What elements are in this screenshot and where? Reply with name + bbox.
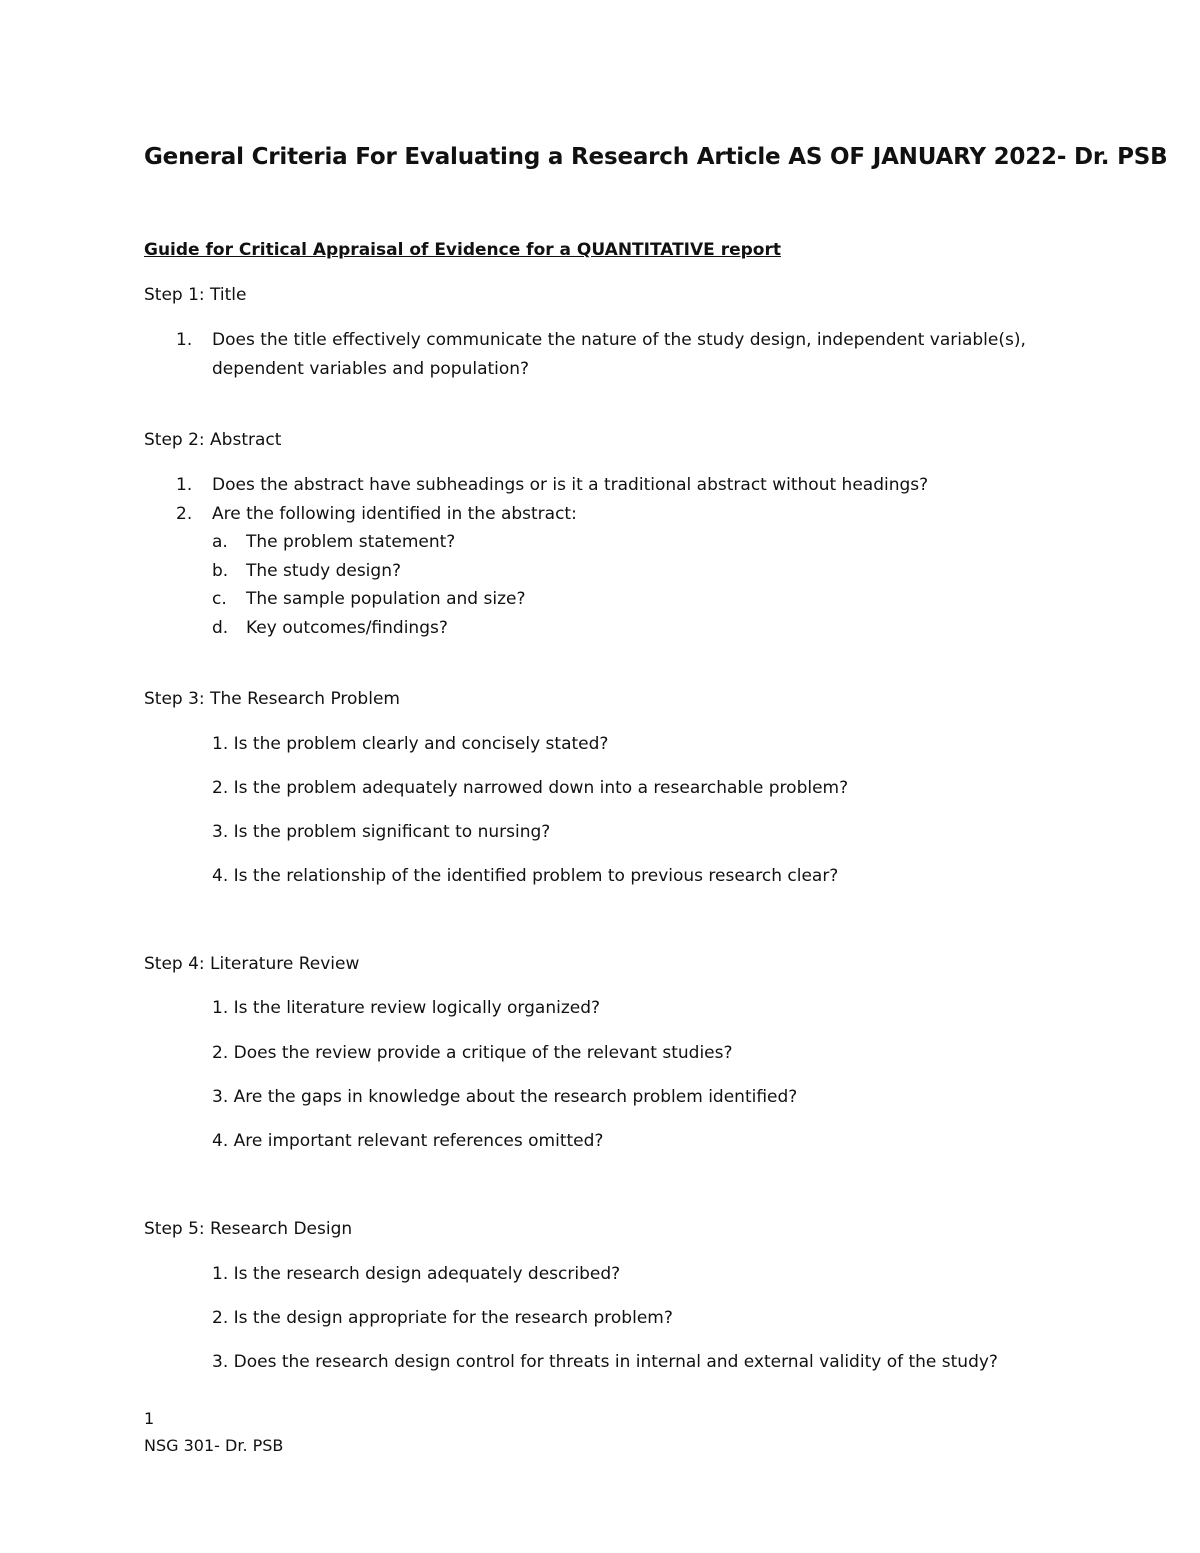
page-number: 1	[144, 1409, 155, 1428]
step3-item-4: 4. Is the relationship of the identified problem to previous research clear?	[212, 866, 839, 886]
step1-heading: Step 1: Title	[144, 285, 247, 305]
step5-item-3: 3. Does the research design control for threats in internal and external validity of the study?	[212, 1352, 998, 1372]
step1-item-1-continued: dependent variables and population?	[212, 359, 530, 379]
step4-item-4: 4. Are important relevant references omitted?	[212, 1131, 604, 1151]
step4-item-1: 1. Is the literature review logically organized?	[212, 998, 601, 1018]
step3-item-2: 2. Is the problem adequately narrowed down into a researchable problem?	[212, 778, 849, 798]
document-title: General Criteria For Evaluating a Research Article AS OF JANUARY 2022- Dr. PSB	[144, 144, 1168, 170]
step2-subitem-a-letter: a.	[212, 532, 228, 552]
footer-course: NSG 301- Dr. PSB	[144, 1436, 284, 1455]
step2-item-1-text: Does the abstract have subheadings or is it a traditional abstract without headings?	[212, 475, 929, 495]
step2-item-1-number: 1.	[176, 475, 193, 495]
step1-item-1-number: 1.	[176, 330, 193, 350]
step5-item-2: 2. Is the design appropriate for the research problem?	[212, 1308, 673, 1328]
step2-subitem-b-letter: b.	[212, 561, 229, 581]
step2-subitem-b-text: The study design?	[246, 561, 401, 581]
step1-item-1-text: Does the title effectively communicate the nature of the study design, independent variable(s),	[212, 330, 1026, 350]
document-subtitle: Guide for Critical Appraisal of Evidence for a QUANTITATIVE report	[144, 240, 781, 260]
step5-heading: Step 5: Research Design	[144, 1219, 353, 1239]
step2-subitem-c-letter: c.	[212, 589, 227, 609]
step2-subitem-d-text: Key outcomes/findings?	[246, 618, 448, 638]
step3-item-1: 1. Is the problem clearly and concisely stated?	[212, 734, 609, 754]
step2-subitem-c-text: The sample population and size?	[246, 589, 526, 609]
step4-item-3: 3. Are the gaps in knowledge about the research problem identified?	[212, 1087, 798, 1107]
step2-subitem-a-text: The problem statement?	[246, 532, 456, 552]
step2-item-2-text: Are the following identified in the abstract:	[212, 504, 577, 524]
step4-heading: Step 4: Literature Review	[144, 954, 360, 974]
step5-item-1: 1. Is the research design adequately described?	[212, 1264, 621, 1284]
step4-item-2: 2. Does the review provide a critique of the relevant studies?	[212, 1043, 733, 1063]
step2-heading: Step 2: Abstract	[144, 430, 282, 450]
step3-item-3: 3. Is the problem significant to nursing?	[212, 822, 551, 842]
step2-item-2-number: 2.	[176, 504, 193, 524]
step3-heading: Step 3: The Research Problem	[144, 689, 400, 709]
step2-subitem-d-letter: d.	[212, 618, 229, 638]
